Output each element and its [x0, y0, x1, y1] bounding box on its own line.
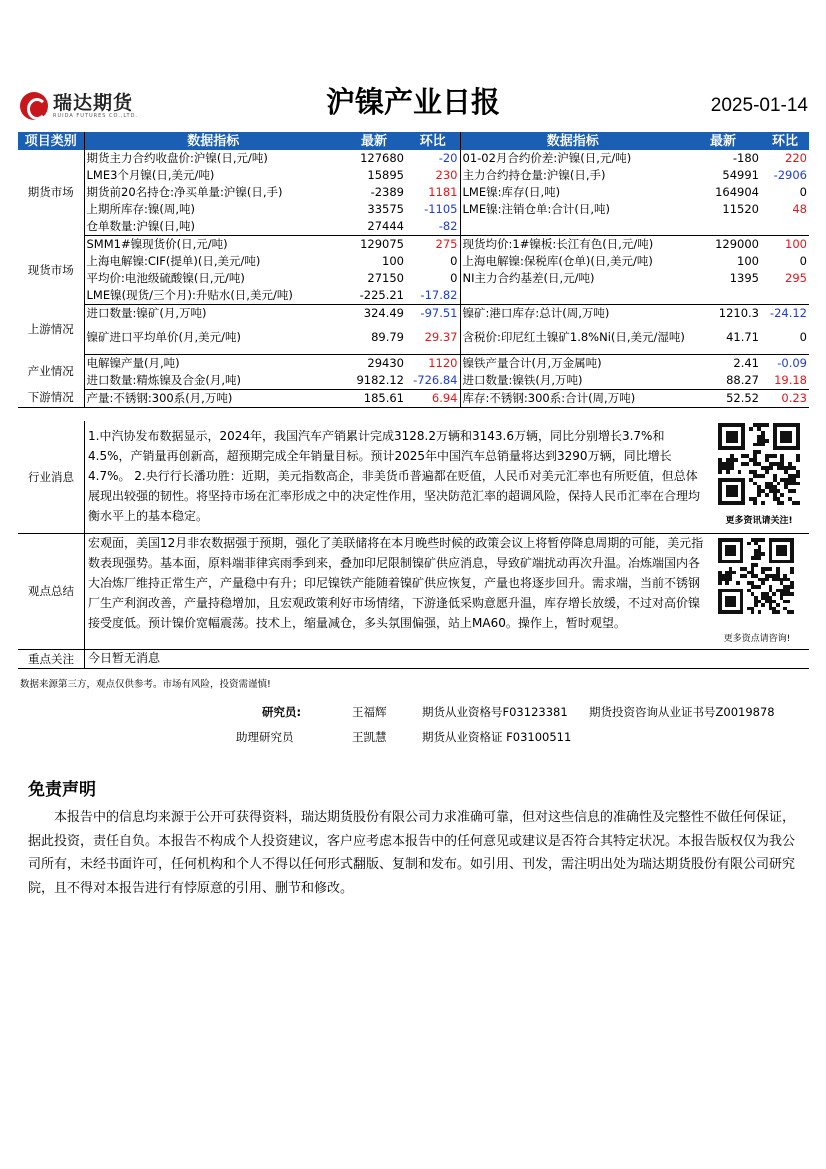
logo-en-text: RUIDA FUTURES CO.,LTD.: [53, 113, 139, 119]
source-footnote: 数据来源第三方，观点仅供参考。市场有风险，投资需谨慎!: [20, 679, 271, 690]
table-row: [18, 150, 809, 167]
indicator-name: 上海电解镍:CIF(提单)(日,美元/吨): [86, 254, 261, 268]
change-value: 29.37: [406, 322, 460, 354]
header-latest: 最新: [342, 132, 406, 150]
change-value: 100: [785, 237, 807, 251]
table-row: [18, 184, 809, 201]
latest-value: 129075: [360, 237, 404, 251]
indicator-name: 镍矿进口平均单价(月,美元/吨): [84, 322, 342, 354]
researcher-cert: 期货从业资格号F03123381: [422, 705, 568, 719]
section-category: 现货市场: [18, 236, 84, 305]
indicator-name: NI主力合约基差(日,元/吨): [462, 271, 595, 285]
table-row: [18, 201, 809, 218]
disclaimer-title: 免责声明: [28, 780, 96, 800]
latest-value: 33575: [367, 202, 404, 216]
latest-value: 1395: [729, 271, 759, 285]
researcher-title: 研究员:: [262, 705, 302, 719]
latest-value: 100: [382, 254, 404, 268]
table-row: [18, 236, 809, 254]
change-value: -17.82: [406, 287, 460, 305]
section-category: 期货市场: [18, 150, 84, 236]
latest-value: 185.61: [342, 389, 406, 407]
logo-cn-text: 瑞达期货: [53, 92, 134, 114]
latest-value: 100: [737, 254, 759, 268]
viewpoint-text: 宏观面，美国12月非农数据强于预期，强化了美联储将在本月晚些时候的政策会议上将暂停降息周期的可能，美元指数表现强势。基本面，原料端菲律宾雨季到来，叠加印尼限制镍矿供应消息，导致矿端扰动再次升温。冶炼端国内各大冶炼厂维持正常生产，产量稳中有升；印尼镍铁产能随着镍矿供应恢复，产量也将逐步回升。需求端，当前不锈钢厂生产利润改善，产量持稳增加，且宏观政策利好市场情绪，下游逢低采购意愿升温，库存增长放缓，不过对高价镍接受度低。预计镍价宽幅震荡。技术上，缩量减仓，多头氛围偏强，站上MA60。操作上，暂时观望。: [88, 536, 704, 630]
indicator-name: LME镍(现货/三个月):升贴水(日,美元/吨): [84, 287, 342, 305]
change-value: 0: [799, 185, 807, 199]
change-value: 0: [406, 253, 460, 270]
change-value: -82: [406, 218, 460, 236]
change-value: -2906: [773, 168, 807, 182]
change-value: [761, 287, 809, 305]
latest-value: -180: [732, 151, 759, 165]
header-change: 环比: [406, 132, 460, 150]
table-row: [18, 389, 809, 407]
indicator-name: 镍矿:港口库存:总计(周,万吨): [462, 306, 610, 320]
indicator-name: 进口数量:镍矿(月,万吨): [86, 306, 207, 320]
change-value: 230: [406, 167, 460, 184]
section-category: 下游情况: [18, 389, 84, 407]
indicator-name: 产量:不锈钢:300系(月,万吨): [84, 389, 342, 407]
table-row: [18, 253, 809, 270]
change-value: -20: [406, 150, 460, 167]
change-value: 48: [792, 202, 807, 216]
header-change: 环比: [761, 132, 809, 150]
latest-value: 127680: [360, 151, 404, 165]
focus-row: [18, 649, 809, 669]
indicator-name: 期货主力合约收盘价:沪镍(日,元/吨): [86, 151, 268, 165]
table-row: [18, 218, 809, 236]
change-value: 220: [785, 151, 807, 165]
section-category: 上游情况: [18, 305, 84, 355]
change-value: -97.51: [406, 305, 460, 323]
change-value: 0: [799, 254, 807, 268]
latest-value: 29430: [367, 355, 404, 370]
table-row: [18, 270, 809, 287]
viewpoint-label: 观点总结: [18, 533, 85, 649]
change-value: 0: [406, 270, 460, 287]
researcher-name: 王福辉: [352, 705, 387, 719]
latest-value: [685, 218, 761, 236]
assistant-name: 王凯慧: [352, 730, 387, 744]
indicator-name: 仓单数量:沪镍(日,吨): [84, 218, 342, 236]
table-row: [18, 354, 809, 372]
latest-value: [685, 287, 761, 305]
indicator-name: 库存:不锈钢:300系:合计(周,万吨): [460, 389, 685, 407]
indicator-name: [460, 287, 685, 305]
latest-value: 27150: [367, 271, 404, 285]
change-value: 1181: [406, 184, 460, 201]
industry-news-label: 行业消息: [18, 421, 85, 533]
qr-code-icon: [718, 423, 800, 505]
latest-value: -225.21: [342, 287, 406, 305]
indicator-name: 上海电解镍:保税库(仓单)(日,美元/吨): [462, 254, 653, 268]
indicator-name: 现货均价:1#镍板:长江有色(日,元/吨): [462, 237, 654, 251]
latest-value: 9182.12: [342, 372, 406, 390]
report-title: 沪镍产业日报: [325, 85, 500, 119]
header-latest: 最新: [685, 132, 761, 150]
change-value: 0.23: [761, 389, 809, 407]
viewpoint-row: [18, 533, 809, 650]
data-table: [18, 132, 809, 408]
industry-news-row: [18, 421, 809, 534]
assistant-cert: 期货从业资格证 F03100511: [422, 730, 572, 744]
change-value: -0.09: [777, 355, 807, 370]
change-value: 275: [406, 236, 460, 254]
focus-label: 重点关注: [18, 649, 85, 668]
latest-value: 41.71: [685, 322, 761, 354]
disclaimer-body: 本报告中的信息均来源于公开可获得资料，瑞达期货股份有限公司力求准确可靠，但对这些信息的准确性及完整性不做任何保证，据此投资，责任自负。本报告不构成个人投资建议，客户应考虑本报告中的任何意见或建议是否符合其特定状况。本报告版权仅为我公司所有，未经书面许可，任何机构和个人不得以任何形式翻版、复制和发布。如引用、刊发，需注明出处为瑞达期货股份有限公司研究院，且不得对本报告进行有悖原意的引用、删节和修改。: [28, 810, 796, 896]
indicator-name: 平均价:电池级硫酸镍(日,元/吨): [86, 271, 245, 285]
change-value: 1120: [406, 354, 460, 372]
indicator-name: LME镍:注销仓单:合计(日,吨): [462, 202, 610, 216]
table-row: [18, 287, 809, 305]
header-indicator: 数据指标: [460, 132, 685, 150]
header-indicator: 数据指标: [84, 132, 342, 150]
latest-value: 324.49: [363, 306, 404, 320]
indicator-name: 进口数量:精炼镍及合金(月,吨): [84, 372, 342, 390]
change-value: -1105: [406, 201, 460, 218]
table-row: [18, 167, 809, 184]
section-category: 产业情况: [18, 354, 84, 389]
change-value: 295: [785, 271, 807, 285]
latest-value: 11520: [722, 202, 759, 216]
researcher-cert: 期货投资咨询从业证书号Z0019878: [589, 705, 775, 719]
indicator-name: 期货前20名持仓:净买单量:沪镍(日,手): [86, 185, 283, 199]
indicator-name: [460, 218, 685, 236]
latest-value: 89.79: [342, 322, 406, 354]
change-value: -24.12: [769, 306, 807, 320]
indicator-name: SMM1#镍现货价(日,元/吨): [86, 237, 228, 251]
change-value: 19.18: [761, 372, 809, 390]
change-value: [761, 218, 809, 236]
latest-value: 27444: [342, 218, 406, 236]
change-value: 6.94: [406, 389, 460, 407]
latest-value: 129000: [715, 237, 759, 251]
indicator-name: LME3个月镍(日,美元/吨): [86, 168, 215, 182]
report-date: 2025-01-14: [710, 95, 808, 116]
table-row: [18, 305, 809, 323]
latest-value: 52.52: [685, 389, 761, 407]
latest-value: 2.41: [733, 355, 759, 370]
latest-value: 164904: [715, 185, 759, 199]
indicator-name: 含税价:印尼红土镍矿1.8%Ni(日,美元/湿吨): [460, 322, 685, 354]
qr-caption: 更多资点请咨询!: [723, 634, 791, 644]
indicator-name: 进口数量:镍铁(月,万吨): [460, 372, 685, 390]
indicator-name: 镍铁产量合计(月,万金属吨): [462, 355, 602, 370]
table-row: [18, 372, 809, 390]
latest-value: 15895: [367, 168, 404, 182]
indicator-name: 主力合约持仓量:沪镍(日,手): [462, 168, 606, 182]
latest-value: 88.27: [685, 372, 761, 390]
change-value: -726.84: [406, 372, 460, 390]
indicator-name: 01-02月合约价差:沪镍(日,元/吨): [462, 151, 632, 165]
latest-value: 1210.3: [718, 306, 759, 320]
latest-value: -2389: [370, 185, 404, 199]
change-value: 0: [761, 322, 809, 354]
focus-text: 今日暂无消息: [88, 651, 161, 665]
industry-news-text: 1.中汽协发布数据显示，2024年，我国汽车产销累计完成3128.2万辆和3143.6万辆，同比分别增长3.7%和4.5%，产销量再创新高，超预期完成全年销量目标。预计2025年中国汽车总销量将达到3290万辆，同比增长4.7%。 2.央行行长潘功胜：近期，美元指数高企，非美货币普遍都在贬值，人民币对美元汇率也有所贬值，但总体展现出较强的韧性。将坚持市场在汇率形成之中的决定性作用，坚决防范汇率的超调风险，保持人民币汇率在合理均衡水平上的基本稳定。: [88, 429, 701, 523]
latest-value: 54991: [722, 168, 759, 182]
qr-code-icon: [718, 538, 794, 614]
table-row: [18, 322, 809, 354]
indicator-name: 上期所库存:镍(周,吨): [86, 202, 196, 216]
header-category: 项目类别: [18, 132, 84, 150]
indicator-name: 电解镍产量(月,吨): [86, 355, 180, 370]
assistant-title: 助理研究员: [236, 730, 294, 744]
indicator-name: LME镍:库存(日,吨): [462, 185, 561, 199]
qr-caption: 更多资讯请关注!: [725, 516, 793, 526]
